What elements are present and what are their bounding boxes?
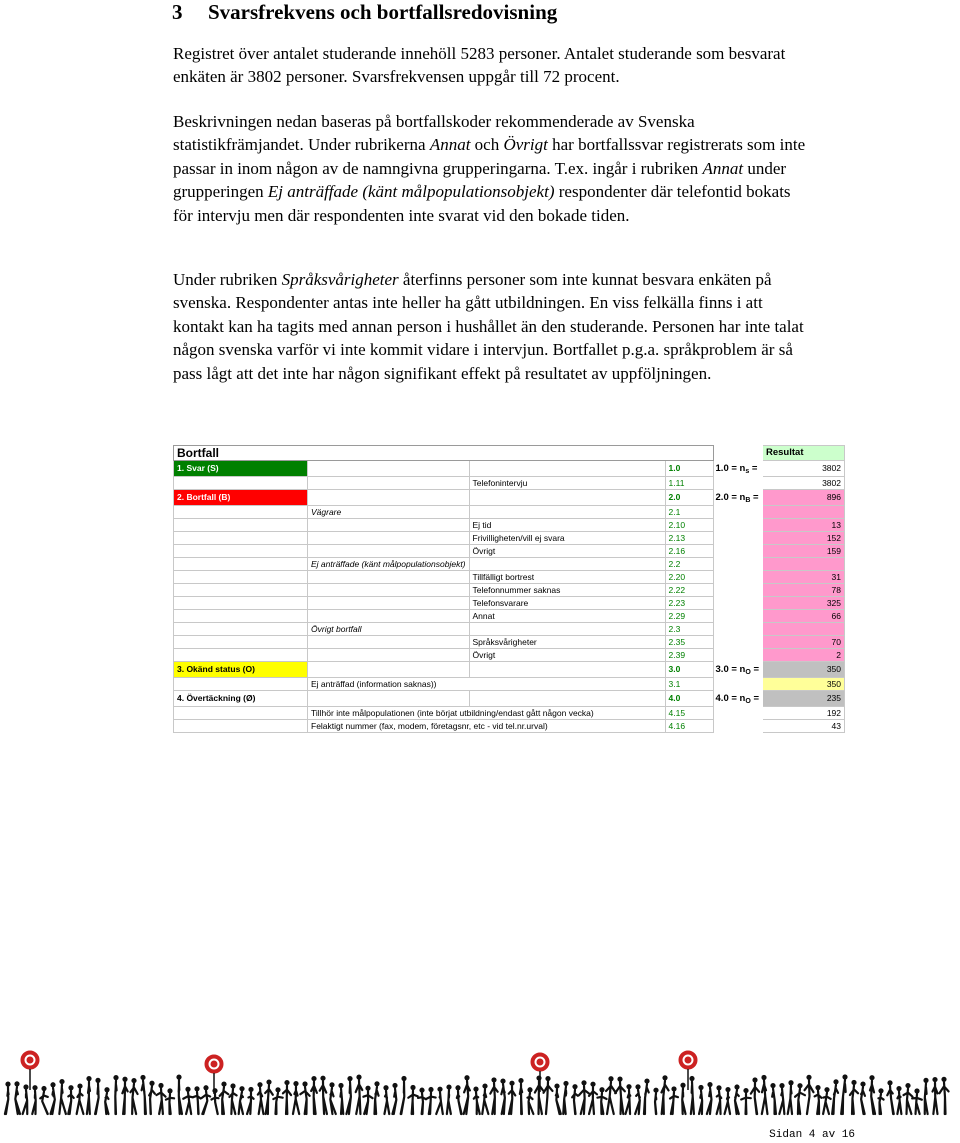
row-group: Vägrare (308, 506, 470, 519)
table-row (174, 636, 845, 649)
row-value: 350 (763, 678, 845, 691)
italic-term: Annat (702, 158, 744, 178)
text-span: under grupperingen (173, 158, 787, 202)
row-group (308, 532, 470, 545)
row-code: 2.39 (665, 649, 713, 662)
row-subgroup: Övrigt (469, 649, 665, 662)
row-formula (713, 506, 762, 519)
row-subgroup (469, 691, 665, 707)
row-code: 2.29 (665, 610, 713, 623)
row-subgroup (469, 558, 665, 571)
text-span: Under rubriken (173, 270, 282, 289)
section-number: 3 (172, 0, 183, 24)
row-code: 2.13 (665, 532, 713, 545)
formula-tail: = (750, 693, 759, 704)
formula-text: 2.0 = n (715, 492, 746, 503)
row-value: 235 (763, 691, 845, 707)
text-span: Beskrivningen nedan baseras på bortfallskoder rekommenderade av Svenska statistikfrämjandet. Under rubrikerna (173, 112, 695, 155)
italic-term: Annat (429, 135, 471, 155)
row-code: 2.2 (665, 558, 713, 571)
table-row (174, 691, 845, 707)
row-code: 4.0 (665, 691, 713, 707)
row-subgroup: Annat (469, 610, 665, 623)
table-row (174, 678, 845, 691)
formula-tail: = (750, 492, 759, 503)
row-value: 13 (763, 519, 845, 532)
row-group (308, 636, 470, 649)
row-formula (713, 691, 762, 707)
row-subgroup: Språksvårigheter (469, 636, 665, 649)
table-header-row (174, 446, 845, 461)
row-code: 2.1 (665, 506, 713, 519)
row-group: Övrigt bortfall (308, 623, 470, 636)
row-code: 3.1 (665, 678, 713, 691)
row-formula (713, 532, 762, 545)
row-group (308, 597, 470, 610)
table-row (174, 461, 845, 477)
row-value: 325 (763, 597, 845, 610)
row-subgroup (469, 490, 665, 506)
section-title: Svarsfrekvens och bortfallsredovisning (208, 0, 558, 24)
row-category (174, 584, 308, 597)
row-code: 1.0 (665, 461, 713, 477)
row-formula (713, 519, 762, 532)
row-code: 2.3 (665, 623, 713, 636)
row-formula (713, 545, 762, 558)
row-formula (713, 597, 762, 610)
row-value: 66 (763, 610, 845, 623)
row-subgroup: Telefonnummer saknas (469, 584, 665, 597)
row-formula (713, 571, 762, 584)
table-row (174, 571, 845, 584)
row-category (174, 597, 308, 610)
table-row (174, 477, 845, 490)
row-subgroup: Ej tid (469, 519, 665, 532)
row-subgroup (469, 461, 665, 477)
row-group (308, 610, 470, 623)
row-subgroup (469, 662, 665, 678)
row-category (174, 571, 308, 584)
footer-figures-banner (0, 1048, 960, 1120)
formula-subscript: O (745, 698, 751, 705)
row-subgroup: Telefonintervju (469, 477, 665, 490)
row-formula (713, 477, 762, 490)
italic-term: Språksvårigheter (281, 270, 399, 289)
row-group (308, 545, 470, 558)
row-group (308, 662, 470, 678)
row-category (174, 623, 308, 636)
table-header-result: Resultat (763, 446, 845, 461)
row-category (174, 707, 308, 720)
row-category (174, 610, 308, 623)
dropout-table (173, 445, 845, 733)
row-formula (713, 720, 762, 733)
row-code: 2.23 (665, 597, 713, 610)
row-category: 4. Övertäckning (Ø) (174, 691, 308, 707)
paragraph-response-rate: Registret över antalet studerande innehöll 5283 personer. Antalet studerande som besvarat enkäten är 3802 personer. Svarsfrekvensen uppgår till 72 procent. (173, 44, 786, 87)
row-category (174, 519, 308, 532)
row-code: 2.16 (665, 545, 713, 558)
row-group: Ej anträffad (information saknas)) (308, 678, 666, 691)
row-formula (713, 662, 762, 678)
row-value: 2 (763, 649, 845, 662)
formula-tail: = (750, 664, 759, 675)
row-code: 2.0 (665, 490, 713, 506)
table-row (174, 649, 845, 662)
text-span: och (470, 135, 504, 155)
table-row (174, 519, 845, 532)
row-code: 2.35 (665, 636, 713, 649)
formula-subscript: O (745, 669, 751, 676)
paragraph-dropout-codes (173, 110, 813, 227)
table-body (174, 446, 845, 733)
row-value: 350 (763, 662, 845, 678)
row-formula (713, 623, 762, 636)
row-value (763, 558, 845, 571)
table-row (174, 506, 845, 519)
row-value: 43 (763, 720, 845, 733)
table-row (174, 707, 845, 720)
text-span: har bortfallssvar registrerats som inte passar in inom någon av de namngivna grupperingarna. T.ex. ingår i rubriken (173, 135, 806, 178)
text-span: respondenter där telefontid bokats för intervju men där respondenten inte svarat vid den bokade tiden. (173, 182, 791, 225)
italic-term: Övrigt (503, 135, 548, 155)
row-category (174, 506, 308, 519)
row-formula (713, 558, 762, 571)
row-category (174, 477, 308, 490)
row-subgroup: Tillfälligt bortrest (469, 571, 665, 584)
table-row (174, 490, 845, 506)
row-subgroup (469, 623, 665, 636)
table-row (174, 623, 845, 636)
table-row (174, 720, 845, 733)
row-value: 896 (763, 490, 845, 506)
row-group (308, 691, 470, 707)
formula-subscript: B (745, 497, 751, 504)
running-figures-decoration (5, 1074, 949, 1114)
row-group (308, 649, 470, 662)
row-group (308, 584, 470, 597)
row-formula (713, 490, 762, 506)
page-number: Sidan 4 av 16 (769, 1129, 855, 1141)
row-value: 78 (763, 584, 845, 597)
row-code: 2.22 (665, 584, 713, 597)
row-value: 70 (763, 636, 845, 649)
formula-text: 3.0 = n (715, 664, 746, 675)
table-row (174, 532, 845, 545)
row-value (763, 506, 845, 519)
row-category (174, 636, 308, 649)
row-group (308, 477, 470, 490)
row-subgroup: Frivilligheten/vill ej svara (469, 532, 665, 545)
row-code: 1.11 (665, 477, 713, 490)
table-row (174, 558, 845, 571)
formula-text: 4.0 = n (715, 693, 746, 704)
row-group (308, 519, 470, 532)
row-category (174, 720, 308, 733)
row-category: 2. Bortfall (B) (174, 490, 308, 506)
row-formula (713, 636, 762, 649)
row-formula (713, 707, 762, 720)
row-category (174, 545, 308, 558)
row-group: Tillhör inte målpopulationen (inte börjat utbildning/endast gått någon vecka) (308, 707, 666, 720)
row-formula (713, 649, 762, 662)
row-code: 2.20 (665, 571, 713, 584)
table-row (174, 610, 845, 623)
row-formula (713, 461, 762, 477)
row-category (174, 532, 308, 545)
row-category (174, 558, 308, 571)
table-row (174, 545, 845, 558)
row-category (174, 649, 308, 662)
table-header-title: Bortfall (174, 446, 714, 461)
dropout-table-grid (173, 445, 845, 733)
row-subgroup: Övrigt (469, 545, 665, 558)
row-subgroup: Telefonsvarare (469, 597, 665, 610)
formula-text: 1.0 = n (715, 463, 746, 474)
table-row (174, 584, 845, 597)
row-value: 159 (763, 545, 845, 558)
formula-tail: = (749, 463, 758, 474)
row-value: 31 (763, 571, 845, 584)
row-value: 152 (763, 532, 845, 545)
row-group (308, 490, 470, 506)
row-code: 2.10 (665, 519, 713, 532)
row-group (308, 461, 470, 477)
paragraph-language-difficulties (173, 268, 813, 385)
italic-term: Ej anträffade (känt målpopulationsobjekt) (267, 182, 555, 202)
text-span: återfinns personer som inte kunnat besvara enkäten på svenska. Respondenter antas inte heller ha gått utbildningen. En viss felkälla finns i att kontakt kan ha tagits med annan person i hushållet än den studerande. Personen har inte talat någon svenska varför vi inte kommit vidare i intervjun. Bortfallet p.g.a. språkproblem är så pass lågt att det inte har någon signifikant effekt på resultatet av uppföljningen. (173, 270, 804, 383)
table-row (174, 662, 845, 678)
row-group (308, 571, 470, 584)
row-formula (713, 610, 762, 623)
row-formula (713, 678, 762, 691)
table-row (174, 597, 845, 610)
row-value (763, 623, 845, 636)
row-value: 3802 (763, 461, 845, 477)
formula-subscript: s (745, 468, 750, 475)
row-category (174, 678, 308, 691)
row-formula (713, 584, 762, 597)
row-group: Ej anträffade (känt målpopulationsobjekt) (308, 558, 470, 571)
row-subgroup (469, 506, 665, 519)
row-value: 3802 (763, 477, 845, 490)
row-code: 4.16 (665, 720, 713, 733)
row-code: 4.15 (665, 707, 713, 720)
table-header-spacer (713, 446, 762, 461)
row-category: 3. Okänd status (O) (174, 662, 308, 678)
row-code: 3.0 (665, 662, 713, 678)
row-value: 192 (763, 707, 845, 720)
row-category: 1. Svar (S) (174, 461, 308, 477)
row-group: Felaktigt nummer (fax, modem, företagsnr, etc - vid tel.nr.urval) (308, 720, 666, 733)
